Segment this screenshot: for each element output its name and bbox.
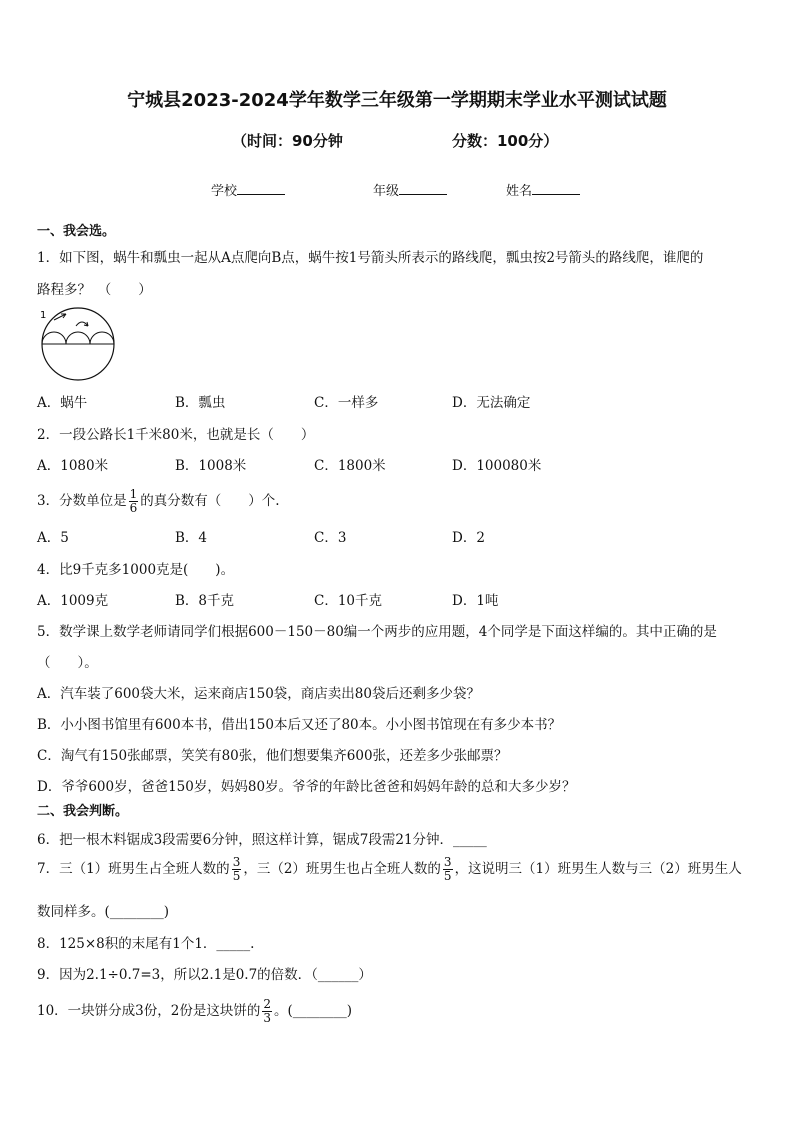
q2-text: 2．一段公路长1千米80米，也就是长（ ）	[37, 427, 315, 443]
q5-text-line2: （ ）。	[37, 655, 98, 671]
q4-text: 4．比9千克多1000克是( )。	[37, 562, 235, 578]
q2-option-c[interactable]: C．1800米	[314, 458, 386, 474]
q10-text: 10．一块饼分成3份，2份是这块饼的 $\frac{2}{3}$ 。(________)	[37, 997, 353, 1025]
q2-option-a[interactable]: A．1080米	[37, 458, 109, 474]
q3-option-c[interactable]: C．3	[314, 530, 347, 546]
school-field: 学校	[211, 180, 285, 199]
q4-option-b[interactable]: B．8千克	[175, 593, 235, 609]
q5-option-d[interactable]: D．爷爷600岁，爸爸150岁，妈妈80岁。爷爷的年龄比爸爸和妈妈年龄的总和大多少岁？	[37, 779, 576, 795]
q7-fraction-2: $\frac{3}{5}$	[443, 855, 452, 883]
school-blank[interactable]	[237, 181, 285, 195]
q7-text-line1: 7．三（1）班男生占全班人数的 $\frac{3}{5}$ ，三（2）班男生也占全班人数的 $\frac{3}{5}$ ，这说明三（1）班男生人数与三（2）班男生人	[37, 855, 742, 883]
q10-fraction: $\frac{2}{3}$	[263, 997, 271, 1025]
q2-option-d[interactable]: D．100080米	[452, 458, 542, 474]
name-blank[interactable]	[532, 181, 580, 195]
q7-text-line2: 数同样多。(________)	[37, 904, 170, 920]
total-score: 分数：100分）	[452, 132, 559, 150]
q8-text: 8．125×8积的末尾有1个1．_____.	[37, 936, 255, 952]
fig-label-1: 1	[40, 310, 47, 321]
grade-blank[interactable]	[399, 181, 447, 195]
q3-option-d[interactable]: D．2	[452, 530, 485, 546]
q1-option-b[interactable]: B．瓢虫	[175, 395, 226, 411]
q5-option-c[interactable]: C．淘气有150张邮票，笑笑有80张，他们想要集齐600张，还差多少张邮票？	[37, 748, 508, 764]
q4-option-c[interactable]: C．10千克	[314, 593, 383, 609]
q6-text: 6．把一根木料锯成3段需要6分钟，照这样计算，锯成7段需21分钟．_____	[37, 832, 487, 848]
q2-option-b[interactable]: B．1008米	[175, 458, 247, 474]
q5-option-b[interactable]: B．小小图书馆里有600本书，借出150本后又还了80本。小小图书馆现在有多少本书？	[37, 717, 562, 733]
page-title: 宁城县2023-2024学年数学三年级第一学期期末学业水平测试试题	[127, 90, 667, 111]
q3-option-b[interactable]: B．4	[175, 530, 208, 546]
q3-fraction: $\frac{1}{6}$	[129, 487, 138, 515]
q3-option-a[interactable]: A．5	[37, 530, 69, 546]
q1-option-d[interactable]: D．无法确定	[452, 395, 531, 411]
q7-fraction-1: $\frac{3}{5}$	[232, 855, 241, 883]
q5-option-a[interactable]: A．汽车装了600袋大米，运来商店150袋，商店卖出80袋后还剩多少袋？	[37, 686, 480, 702]
q1-text-line2: 路程多？ （ ）	[37, 282, 152, 298]
q1-text-line1: 1．如下图，蜗牛和瓢虫一起从A点爬向B点，蜗牛按1号箭头所表示的路线爬，瓢虫按2号箭头的路线爬，谁爬的	[37, 250, 704, 266]
time-limit: （时间：90分钟	[232, 132, 343, 150]
q5-text-line1: 5．数学课上数学老师请同学们根据600－150－80编一个两步的应用题，4个同学是下面这样编的。其中正确的是	[37, 624, 717, 640]
section-1-heading: 一、我会选。	[37, 224, 116, 239]
q1-circle-figure	[36, 306, 126, 386]
q9-text: 9．因为2.1÷0.7=3，所以2.1是0.7的倍数．（______）	[37, 967, 372, 983]
q1-option-c[interactable]: C．一样多	[314, 395, 379, 411]
q3-text: 3．分数单位是 $\frac{1}{6}$ 的真分数有（ ）个.	[37, 487, 280, 515]
grade-field: 年级	[373, 180, 447, 199]
section-2-heading: 二、我会判断。	[37, 804, 129, 819]
q4-option-d[interactable]: D．1吨	[452, 593, 499, 609]
name-field: 姓名	[506, 180, 580, 199]
q1-option-a[interactable]: A．蜗牛	[37, 395, 88, 411]
q4-option-a[interactable]: A．1009克	[37, 593, 109, 609]
